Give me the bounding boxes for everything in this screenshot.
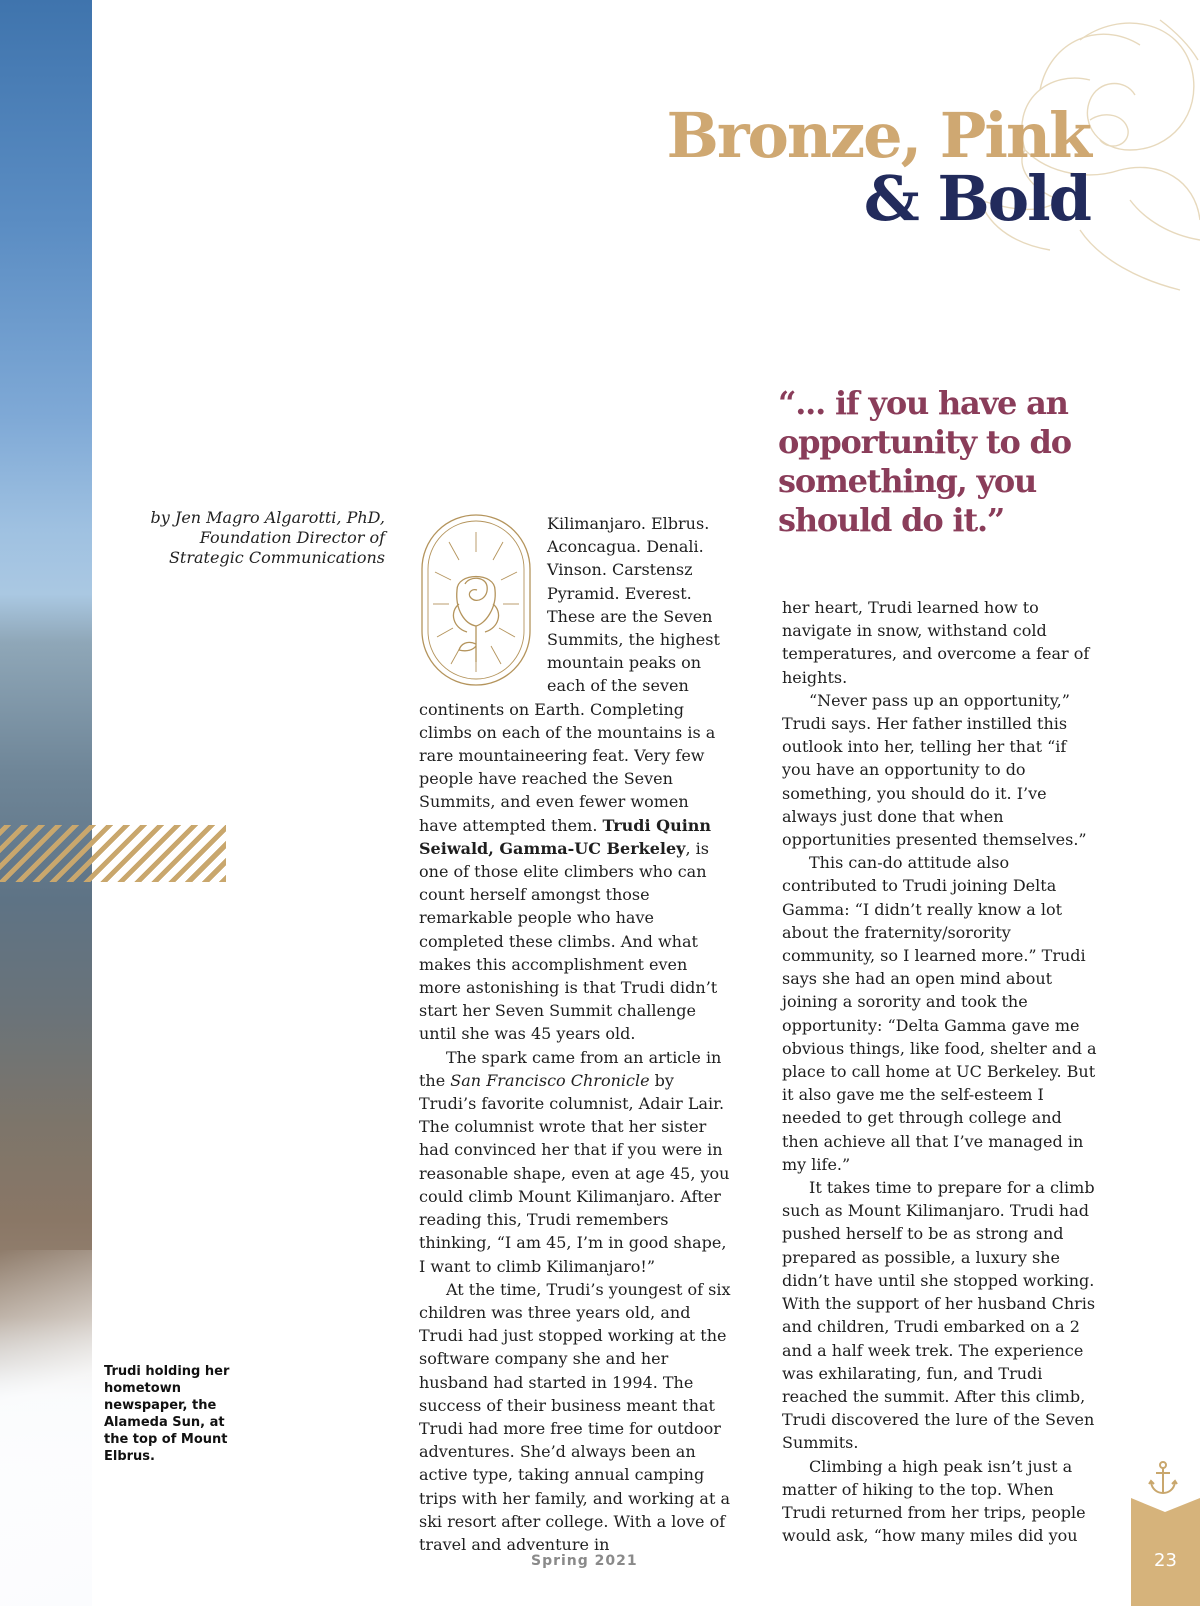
article-paragraph: Climbing a high peak isn’t just a matter of hiking to the top. When Trudi returned from her trips, people would ask, “how many miles did you: [782, 1456, 1086, 1546]
article-paragraph: Kilimanjaro. Elbrus. Aconcagua. Denali. Vinson. Carstensz Pyramid. Everest. These are the Seven Summits, the highest mountain peaks on each of the seven continents on Earth. Completing climbs on each of the mountains is a rare mountaineering feat. Very few people have reached the Seven Summits, and even fewer women have attempted them. Trudi Quinn Seiwald, Gamma-UC Berkeley, is one of those elite climbers who can count herself amongst those remarkable people who have completed these climbs. And what makes this accomplishment even more astonishing is that Trudi didn’t start her Seven Summit challenge until she was 45 years old.: [419, 514, 720, 1044]
publication-name: San Francisco Chronicle: [450, 1070, 650, 1090]
anchor-icon: [1148, 1460, 1178, 1496]
article-paragraph: At the time, Trudi’s youngest of six children was three years old, and Trudi had just stopped working at the software company she and her husband had started in 1994. The success of their business meant that Trudi had more free time for outdoor adventures. She’d always been an active type, taking annual camping trips with her family, and working at a ski resort after college. With a love of travel and adventure in: [419, 1279, 731, 1554]
issue-label: Spring 2021: [531, 1553, 638, 1569]
article-paragraph: her heart, Trudi learned how to navigate in snow, withstand cold temperatures, and overcome a fear of heights.: [782, 598, 1090, 687]
pull-quote: “... if you have an opportunity to do something, you should do it.”: [778, 384, 1071, 539]
article-paragraph: This can-do attitude also contributed to Trudi joining Delta Gamma: “I didn’t really know a lot about the fraternity/sorority community, so I learned more.” Trudi says she had an open mind about joining a sorority and took the opportunity: “Delta Gamma gave me obvious things, like food, shelter and a place to call home at UC Berkeley. But it also gave me the self-esteem I needed to get through college and then achieve all that I’ve managed in my life.”: [782, 853, 1097, 1174]
article-paragraph: It takes time to prepare for a climb such as Mount Kilimanjaro. Trudi had pushed herself to be as strong and prepared as possible, a luxury she didn’t have until she stopped working. With the support of her husband Chris and children, Trudi embarked on a 2 and a half week trek. The experience was exhilarating, fun, and Trudi reached the summit. After this climb, Trudi discovered the lure of the Seven Summits.: [782, 1178, 1096, 1453]
article-paragraph: “Never pass up an opportunity,” Trudi says. Her father instilled this outlook into her, telling her that “if you have an opportunity to do something, you should do it. I’ve always just done that when opportunities presented themselves.”: [782, 690, 1087, 850]
page-number: 23: [1154, 1550, 1177, 1571]
article-column-2: [782, 596, 1100, 1547]
byline: by Jen Magro Algarotti, PhD, Foundation Director of Strategic Communications: [150, 508, 385, 567]
title-line-2: & Bold: [863, 162, 1090, 235]
article-paragraph: The spark came from an article in the San Francisco Chronicle by Trudi’s favorite columnist, Adair Lair. The columnist wrote that her sister had convinced her that if you were in reasonable shape, even at age 45, you could climb Mount Kilimanjaro. After reading this, Trudi remembers thinking, “I am 45, I’m in good shape, I want to climb Kilimanjaro!”: [419, 1047, 730, 1276]
member-name: Trudi Quinn Seiwald, Gamma-UC Berkeley: [419, 815, 712, 858]
title-line-1: Bronze, Pink: [666, 99, 1090, 172]
article-column-1: [419, 512, 731, 1556]
photo-caption: Trudi holding her hometown newspaper, the Alameda Sun, at the top of Mount Elbrus.: [104, 1364, 230, 1464]
article-title: [666, 99, 1090, 235]
decorative-stripes: [0, 825, 226, 882]
mountain-photo: [0, 0, 92, 1606]
rose-emblem-icon: [419, 512, 533, 688]
